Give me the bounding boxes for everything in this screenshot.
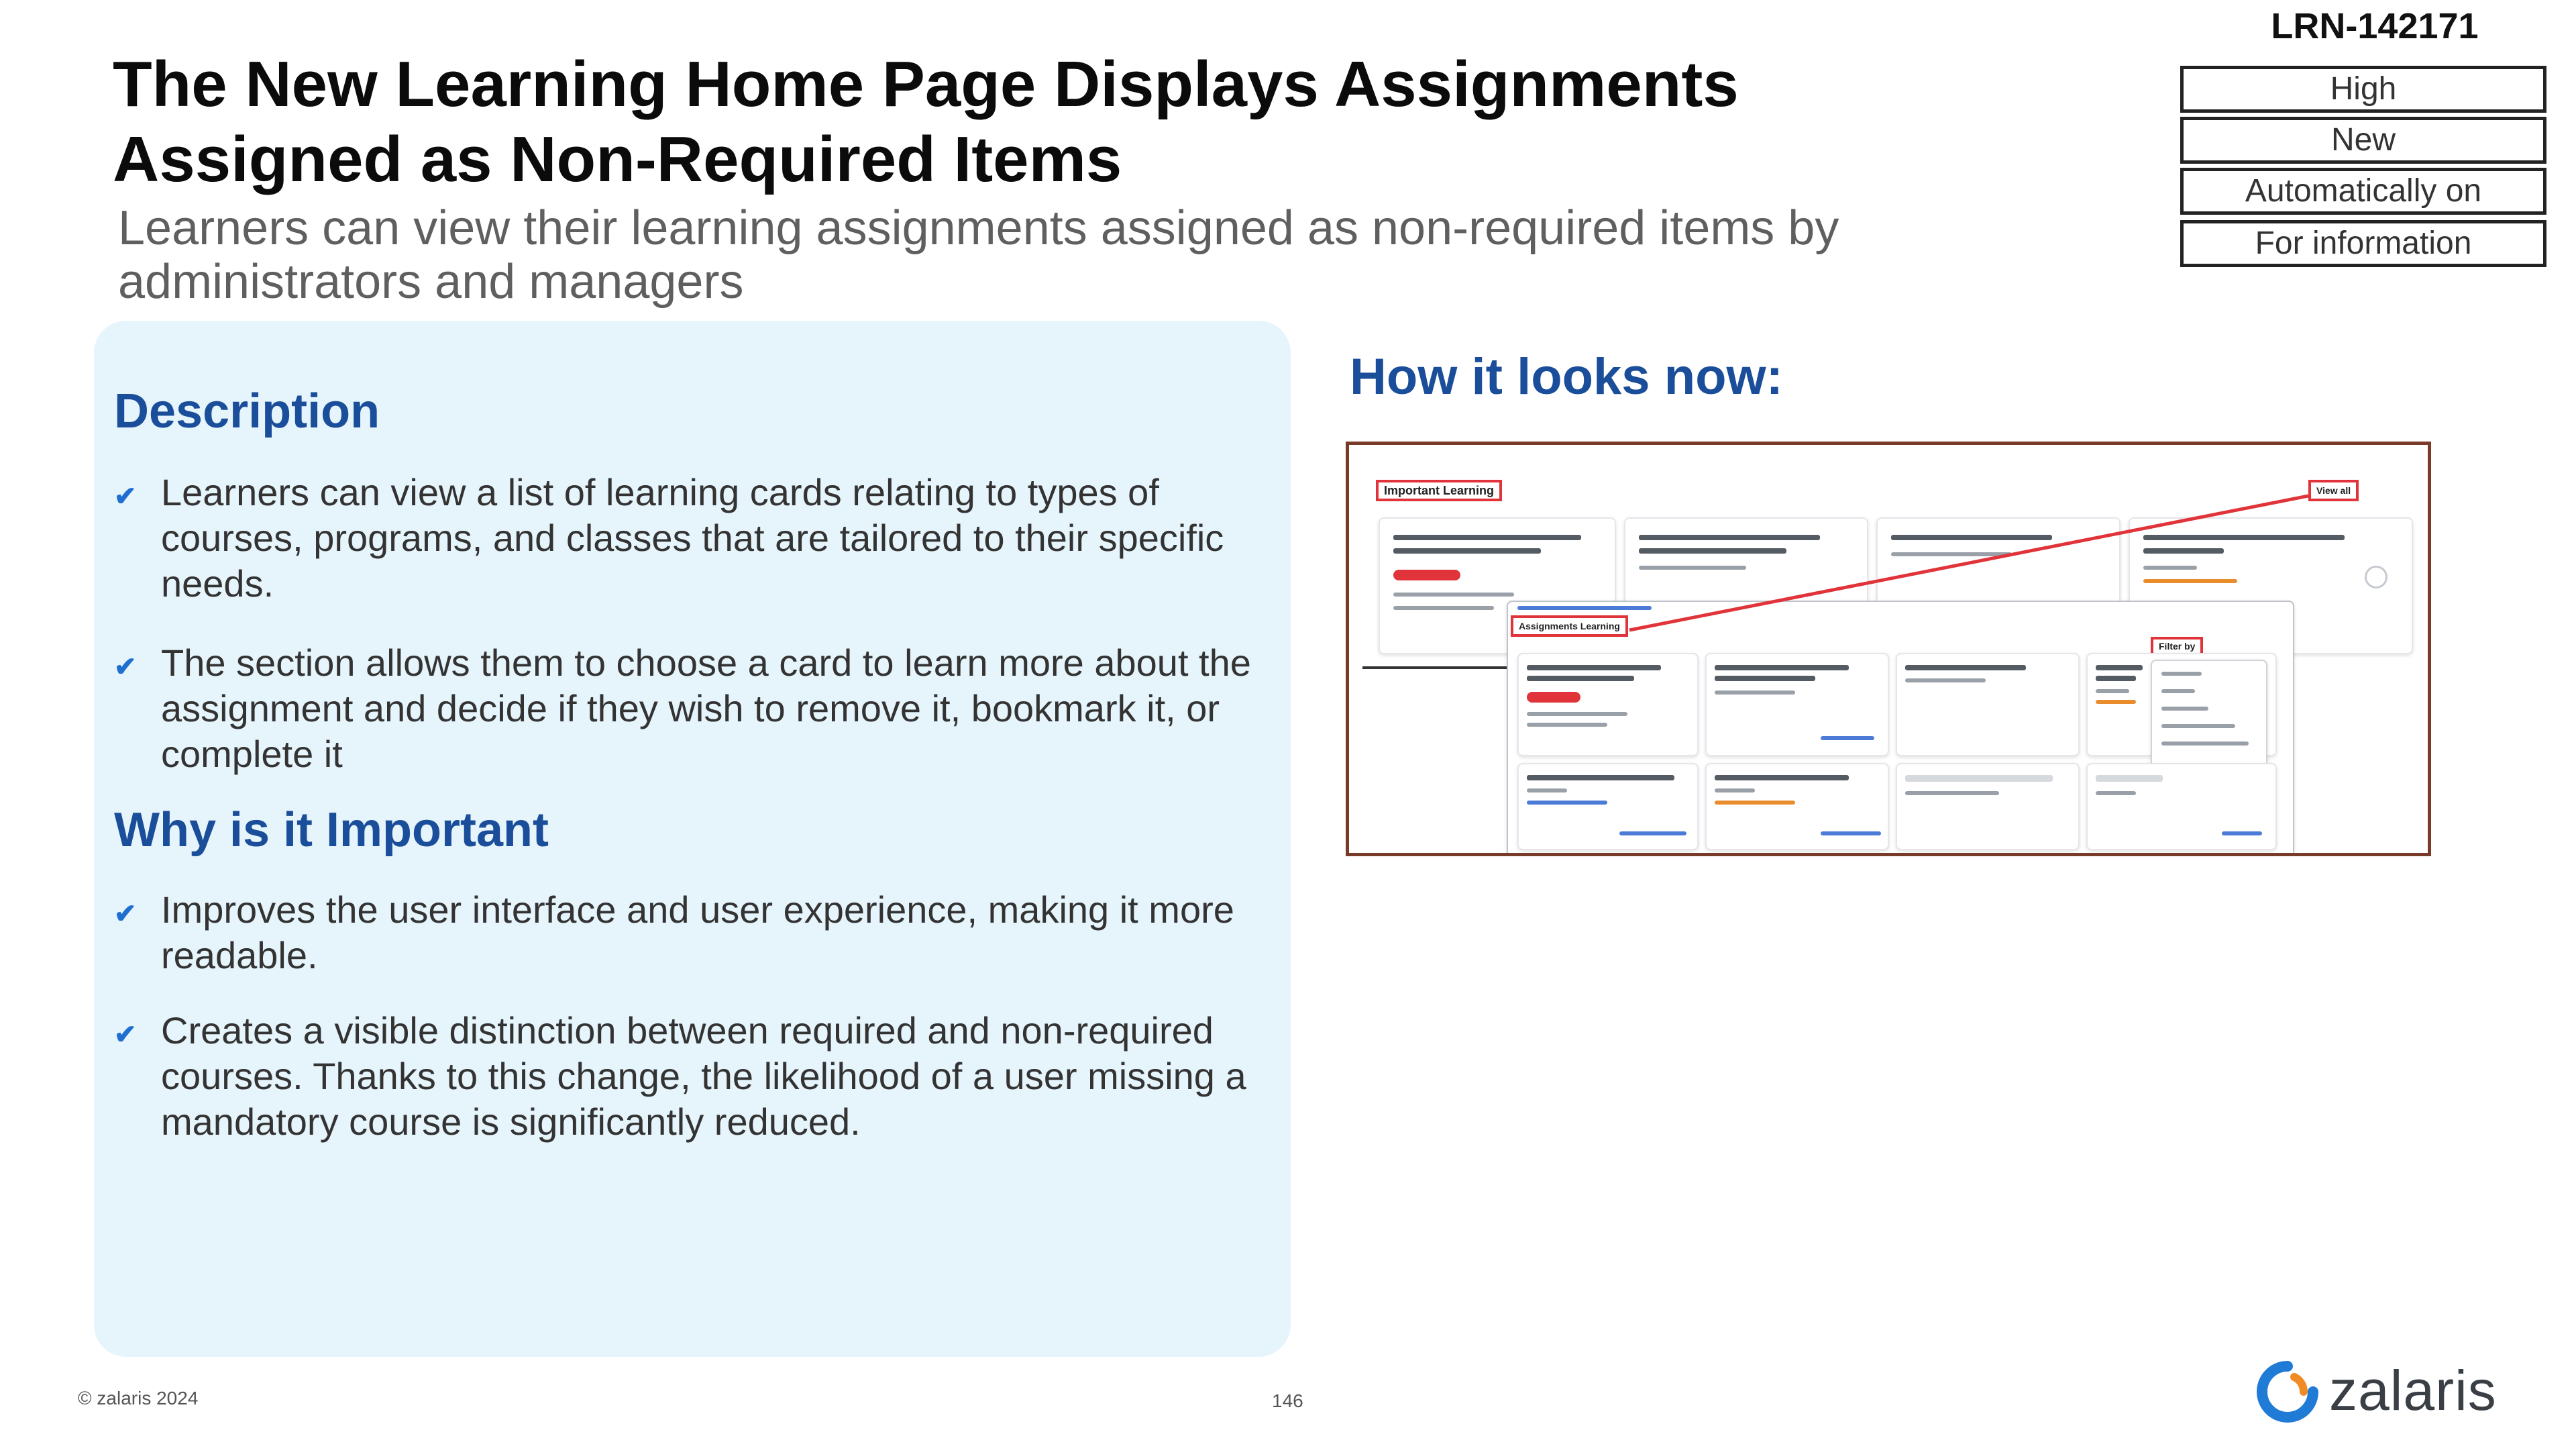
- preview-screenshot: [1346, 442, 2431, 856]
- bullet-text: Improves the user interface and user experience, making it more readable.: [161, 888, 1234, 976]
- bullet-text: Creates a visible distinction between required and non-required courses. Thanks to this change, the likelihood of a user missing a mandatory course is significantly reduced.: [161, 1009, 1246, 1143]
- page-number: 146: [1272, 1390, 1303, 1411]
- brand-logo: [2254, 1355, 2522, 1423]
- list-item: [114, 1008, 1268, 1145]
- brand-name: zalaris: [2329, 1359, 2497, 1422]
- checkmark-icon: ✔: [114, 899, 137, 929]
- checkmark-icon: ✔: [114, 652, 137, 682]
- importance-heading: Why is it Important: [114, 803, 549, 857]
- page-subtitle-line: administrators and managers: [118, 255, 744, 309]
- type-tag: For information: [2180, 220, 2546, 267]
- list-item: [114, 887, 1268, 978]
- priority-tag: High: [2180, 66, 2546, 113]
- page-title-line: Assigned as Non-Required Items: [113, 123, 1122, 195]
- preview-heading: How it looks now:: [1350, 348, 1783, 405]
- checkmark-icon: ✔: [114, 482, 137, 511]
- filter-label: Filter by: [2151, 637, 2203, 656]
- checkmark-icon: ✔: [114, 1020, 137, 1049]
- page-subtitle-line: Learners can view their learning assignments assigned as non-required items by: [118, 201, 1839, 255]
- importance-list: [114, 887, 1268, 1174]
- list-item: [114, 640, 1268, 777]
- description-list: [114, 470, 1268, 807]
- page-title: [113, 47, 1924, 197]
- zalaris-logo-icon: [2254, 1358, 2321, 1425]
- list-item: [114, 470, 1268, 607]
- bullet-text: The section allows them to choose a card to learn more about the assignment and decide if they wish to remove it, bookmark it, or complete it: [161, 642, 1251, 775]
- view-all-label: View all: [2308, 480, 2359, 501]
- connector-arrow: [1349, 445, 2428, 853]
- page-subtitle: [118, 201, 1929, 309]
- bullet-text: Learners can view a list of learning cards relating to types of courses, programs, and classes that are tailored to their specific needs.: [161, 471, 1224, 605]
- copyright: © zalaris 2024: [78, 1388, 199, 1409]
- ticket-id: LRN-142171: [2271, 6, 2479, 46]
- status-tag: New: [2180, 117, 2546, 164]
- important-learning-label: Important Learning: [1376, 480, 1502, 501]
- description-heading: Description: [114, 385, 380, 438]
- activation-tag: Automatically on: [2180, 168, 2546, 215]
- page-title-line: The New Learning Home Page Displays Assignments: [113, 48, 1739, 120]
- assignments-learning-label: Assignments Learning: [1511, 615, 1628, 637]
